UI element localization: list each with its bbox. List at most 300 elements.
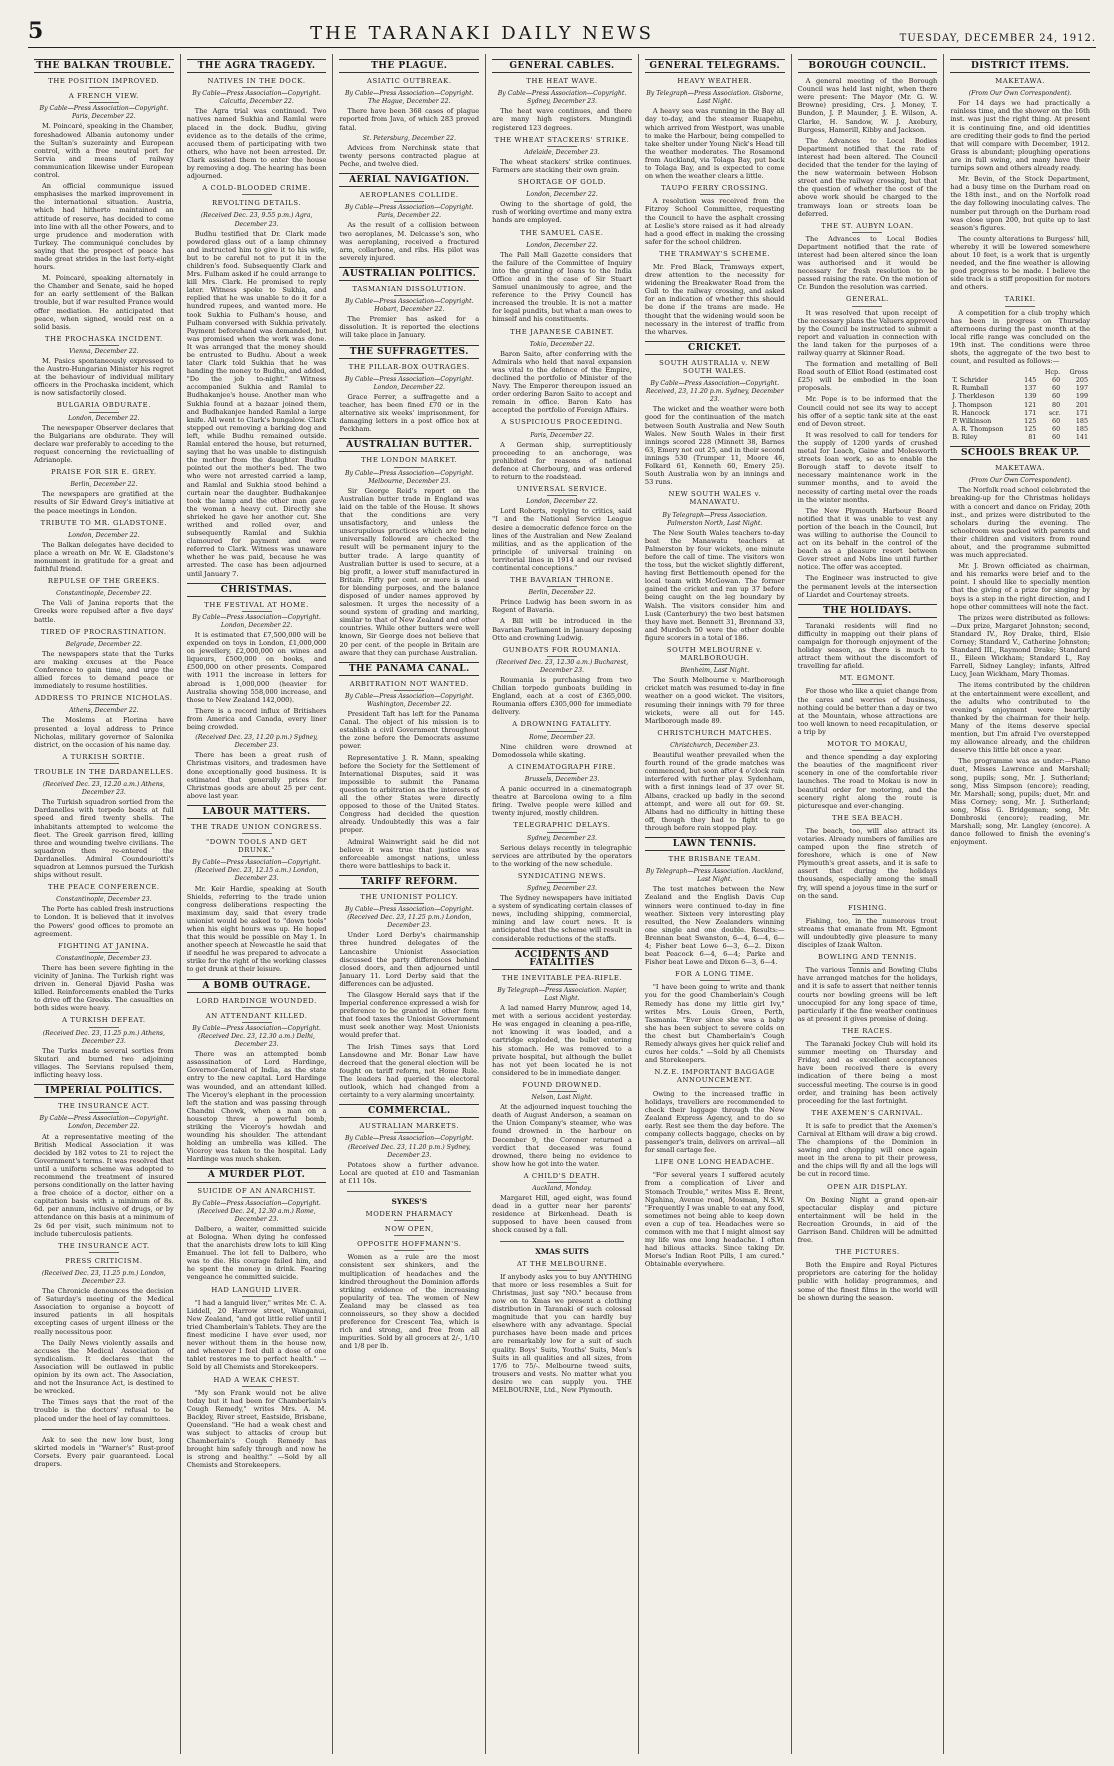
dateline: Tokio, December 22. — [529, 340, 595, 348]
article-paragraph: The newspapers are gratified at the results of Sir Edward Grey's initiative at the peace meetings in London. — [34, 490, 174, 515]
article-paragraph: It is safe to predict that the Axemen's Carnival at Eltham will draw a big crowd. The champions of the Dominion in sawing and chopping will once again meet in the arena to pit their prowess, and the chips will fly and all the logs will be cut in record time. — [797, 1121, 938, 1179]
table-cell: 197 — [1075, 384, 1089, 393]
article-paragraph: Lord Roberts, replying to critics, said "I and the National Service League desire a democratic defence force on the lines of the Australian and New Zealand militias, and as the application of the principle of universal training on territorial lines in 1914 and our revised continental conceptions." — [492, 507, 632, 572]
dateline: By Cable—Press Association—Copyright. (Received Dec. 23, 11.20 p.m.) Sydney, December 23. — [344, 1135, 474, 1159]
sub-heading: HAD LANGUID LIVER. — [187, 1286, 327, 1297]
sub-heading: TROUBLE IN THE DARDANELLES. — [34, 768, 174, 779]
article-paragraph: "For several years I suffered acutely from a complication of Liver and Stomach Trouble," writes Miss E. Brent, Ngahina, Avenue road, Mosman, N.S.W. "Frequently I was unable to eat any food, sometimes not being able to keep down even a cup of tea. Headaches were so common with me that I might almost say my life was one long headache. I often had bilious attacks. Since taking Dr. Morse's Indian Root Pills, I am cured." Obtainable everywhere. — [644, 1171, 785, 1269]
table-cell: 60 — [1052, 384, 1061, 393]
article-paragraph: The programme was as under:—Piano duet, Misses Lawrence and Marshall; song, pupils; song, Mr. J. Sutherland; song, Miss Simpson (encore); reading, Mr. Marshall; song, pupils; duet, Mr. and Miss Corney; song, Mr. J. Sutherland; song, Miss G. Bridgeman; song, Mr. Dombroski (encore); reading, Mr. Marshall; song, Mr. Langley (encore). A dance followed to finish the evening's enjoyment. — [950, 757, 1091, 847]
dateline: By Telegraph—Press Association. Auckland, Last Night. — [645, 868, 784, 884]
dateline: St. Petersburg, December 22. — [362, 134, 456, 142]
sub-heading: THE INSURANCE ACT. — [34, 1102, 174, 1113]
article-paragraph: The Advances to Local Bodies Department notified that the rate of interest had been altered since the loan was authorised and it would be necessary for fresh resolution to be passed raising the rate. On the motion of Cr. Bundon the resolution was carried. — [797, 234, 938, 292]
sub-heading: MT. EGMONT. — [798, 674, 938, 685]
article-paragraph: A German ship, surreptitiously proceeding to an anchorage, was prohibited for reasons of national defence at Cherbourg, and was ordered to return to the roadstead. — [492, 440, 632, 482]
article-paragraph: The Norfolk road school celebrated the breaking-up for the Christmas holidays with a concert and dance on Friday, 20th inst., and prizes were distributed to the scholars during the evening. The schoolroom was packed with parents and their children and visitors from round about, and the programme submitted was much appreciated. — [950, 486, 1091, 560]
sub-heading: THE SAMUEL CASE. — [492, 229, 632, 240]
article-paragraph: The test matches between the New Zealand and the English Davis Cup winners were continued to-day in fine weather. Sixteen very interesting play resulted, the New Zealanders winning one single and one double. Results:—Brennan beat Swanston, 6—4, 6—4, 6—4; Fisher beat Lowe 6—3, 6—2. Dixon beat Peacock 6—4, 6—4; Parke and Fisher beat Lowe and Dixon 6—3, 6—4. — [644, 885, 785, 967]
sub-heading: BOWLING AND TENNIS. — [798, 953, 938, 964]
article-paragraph: The newspaper Observer declares that the Bulgarians are obdurate. They will declare war preferably to acceding to the request concerning the revictualling of Adrianople. — [34, 423, 174, 465]
dateline: (From Our Own Correspondent). — [968, 477, 1072, 485]
sub-heading: FOR A LONG TIME. — [645, 970, 785, 981]
column-6 — [792, 54, 945, 1754]
sub-heading: THE INEVITABLE PEA-RIFLE. — [492, 974, 632, 985]
sub-heading: A DROWNING FATALITY. — [492, 720, 632, 731]
article-paragraph: Margaret Hill, aged eight, was found dead in a gutter near her parents' residence at Birkenhead. Death is supposed to have been caused from shock caused by a fall. — [492, 1194, 632, 1235]
results-table — [950, 368, 1090, 441]
sub-heading: AN ATTENDANT KILLED. — [187, 1012, 327, 1023]
sub-heading: "DOWN TOOLS AND GET DRUNK." — [187, 838, 327, 857]
article-paragraph: A heavy sea was running in the Bay all day to-day, and the steamer Ruapehu, which arrived from Westport, was unable to make the Harbour, being compelled to take shelter under Young Nick's Head till the weather moderates. The Rosamond from Auckland, via Tolaga Bay, put back to Tolaga Bay, and is expected to come on when the weather clears a little. — [644, 107, 785, 181]
article-paragraph: The South Melbourne v. Marlborough cricket match was resumed to-day in fine weather on a good wicket. The visitors, resuming their innings with 79 for three wickets, were all out for 145. Marlborough made 89. — [644, 676, 785, 725]
article-paragraph: The Times says that the root of the trouble is the doctors' refusal to be placed under the heel of lay committees. — [34, 1398, 174, 1423]
article-paragraph: Potatoes show a further advance. Local are quoted at £10 and Tasmanian at £11 10s. — [339, 1160, 480, 1185]
dateline: Brussels, December 23. — [524, 775, 600, 783]
sub-heading: FIGHTING AT JANINA. — [34, 942, 174, 953]
article-paragraph: At a representative meeting of the British Medical Association it was decided by 182 votes to 21 to reject the Government's terms. It was resolved that until a uniform scheme was adopted to recommend the treatment of insured persons conditionally on the latter having a free choice of a doctor, either on a capitation basis with a minimum of 8s. 6d. per annum, inclusive of drugs, or by attendance on this basis at a minimum of 2s 6d per visit, such minimum not to include tuberculosis patients. — [34, 1132, 174, 1238]
dateline: Belgrade, December 22. — [65, 640, 143, 648]
table-header-row — [950, 368, 1090, 376]
column-rule — [500, 1241, 624, 1242]
dateline: Constantinople, December 22. — [56, 590, 152, 598]
dateline: Christchurch, December 23. — [670, 741, 760, 749]
article-paragraph: The New Plymouth Harbour Board notified that it was unable to vest any portion of the beach in the Council, but was willing to authorise the Council to act on its behalf in the control of the beach as a pleasure resort between Gover street and Nobs line until further notice. The offer was accepted. — [797, 506, 938, 572]
table-cell: 125 — [1024, 424, 1037, 433]
dateline: Paris, December 22. — [530, 431, 594, 439]
table-row — [950, 433, 1090, 441]
article-paragraph: It was resolved to call for tenders for the supply of 1200 yards of crushed metal for Leach, Gaine and Molesworth streets loan work, so as to enable the Borough staff to devote itself to necessary maintenance work in the summer months, and to avoid the necessity of carting metal over the roads in the winter months. — [797, 430, 938, 504]
sub-heading: A TURKISH DEFEAT. — [34, 1016, 174, 1027]
table-cell: 121 — [1024, 400, 1037, 409]
sub-heading: AUSTRALIAN MARKETS. — [339, 1122, 479, 1133]
article-paragraph: There is a record influx of Britishers from America and Canada, every liner being crowded. — [186, 706, 327, 732]
article-paragraph: A general meeting of the Borough Council was held last night, when there were present: The Mayor (Mr. G. W. Browne) presiding, Crs. J. Money, T. Bundon, J. P. Maunder, J. E. Wilson, A. Clarke, H. Sandow, W. J. Axebury, Burgess, Hamerill, Kibby and Jackson. — [797, 77, 938, 134]
article-paragraph: Taranaki residents will find no difficulty in mapping out their plans of campaign for thorough enjoyment of the holiday season, as there is much to attract them without the discomfort of travelling far afield. — [797, 621, 938, 671]
article-paragraph: Beautiful weather prevailed when the fourth round of the grade matches was commenced, but soon after 4 o'clock rain interfered with further play. Sydenham, with a first innings lead of 37 over St. Albans, cracked up badly in the second attempt, and were all out for 69. St. Albans had no difficulty in hitting these off, though they had to fight to go through before rain stopped play. — [644, 751, 785, 832]
section-heading: GENERAL CABLES. — [492, 59, 632, 73]
dateline: London, December 22. — [68, 531, 140, 539]
sub-heading: THE INSURANCE ACT. — [34, 1242, 174, 1253]
table-row — [950, 409, 1090, 417]
article-paragraph: On Boxing Night a grand open-air spectacular display and picture entertainment will be held in the Recreation Grounds, in aid of the Garrison Band. Children will be admitted free. — [797, 1195, 938, 1245]
section-heading: A MURDER PLOT. — [187, 1168, 327, 1182]
sub-heading: CHRISTCHURCH MATCHES. — [645, 729, 785, 740]
dateline: London, December 22. — [68, 414, 140, 422]
section-heading: THE PLAGUE. — [339, 59, 479, 73]
article-paragraph: Under Lord Derby's chairmanship three hundred delegates of the Lancashire Unionist Association discussed the party differences behind closed doors, and then adjourned until January 11. Lord Derby said that the differences can be adjusted. — [339, 931, 480, 988]
dateline: By Telegraph—Press Association. Gisborne, Last Night. — [646, 90, 784, 106]
table-cell: 199 — [1075, 392, 1089, 401]
sub-heading: THE JAPANESE CABINET. — [492, 328, 632, 339]
table-header-cell — [1018, 368, 1038, 376]
sub-heading: A CINEMATOGRAPH FIRE. — [492, 763, 632, 774]
article-paragraph: The Vali of Janina reports that the Greeks were repulsed after a five days' battle. — [34, 599, 174, 624]
dateline: By Cable—Press Association—Copyright. Calcutta, December 22. — [192, 90, 321, 106]
advert-heading: SYKES'S — [391, 1196, 428, 1206]
sub-heading: LORD HARDINGE WOUNDED. — [187, 997, 327, 1008]
article-paragraph: The Taranaki Jockey Club will hold its summer meeting on Thursday and Friday, and as excellent acceptances have been received there is every indication of there being a most successful meeting. The course is in good order, and training has been actively proceeding for the last fortnight. — [797, 1040, 938, 1105]
article-paragraph: It was resolved that upon receipt of the necessary plans the Valuers approved by the Council be instructed to submit a report and valuation in connection with the land taken for the purposes of a railway quarry at Skinner Road. — [797, 308, 938, 357]
article-paragraph: For 14 days we had practically a rainless time, and the shower on the 16th inst. was just the right thing. At present it is continuing fine, and old identities are crediting their gods to find the period that will compare with December, 1912. Grass is abundant; ploughing operations are in full swing, and many have their turnips sown and others already ready. — [950, 99, 1091, 173]
section-heading: THE AGRA TRAGEDY. — [187, 59, 327, 73]
sub-heading: A TURKISH SORTIE. — [34, 753, 174, 764]
table-cell: 137 — [1024, 384, 1037, 393]
article-paragraph: The Turks made several sorties from Skutari and burned two adjoining villages. The Servians repulsed them, inflicting heavy loss. — [34, 1046, 174, 1080]
dateline: London, December 22. — [526, 191, 598, 199]
section-heading: DISTRICT ITEMS. — [950, 59, 1090, 73]
dateline: By Cable—Press Association—Copyright. (Received Dec. 23, 11.25 p.m.) London, December 23. — [344, 906, 474, 930]
sub-heading: NEW SOUTH WALES v. MANAWATU. — [645, 490, 785, 509]
section-heading: LAWN TENNIS. — [645, 837, 785, 851]
sub-heading: REVOLTING DETAILS. — [187, 199, 327, 210]
article-paragraph: Mr. Pope is to be informed that the Council could not see its way to accept his offer of a septic tank site at the east end of Devon street. — [797, 395, 938, 428]
article-paragraph: The various Tennis and Bowling Clubs have arranged matches for the holidays, and it is safe to assert that neither tennis courts nor bowling greens will be left unoccupied for any long space of time, particularly if the fine weather continues as at present it gives promise of doing. — [797, 966, 938, 1023]
dateline: By Telegraph—Press Association. Napier, Last Night. — [497, 986, 627, 1002]
article-paragraph: It is estimated that £7,500,000 will be expended on toys in London, £1,000,000 on jewellery, £2,000,000 on wines and liqueurs, £500,000 on books, and £500,000 on other presents. Compared with 1911 the increase in letters for abroad is 1,000,000 (heavier for Australia showing 558,000 increase, and those to New Zealand 142,000). — [186, 631, 327, 704]
table-header-cell — [950, 368, 1018, 376]
sub-heading: NOW OPEN, — [339, 1225, 479, 1236]
dateline: (Received Dec. 23, 12.30 a.m.) Bucharest, December 23. — [495, 658, 629, 674]
table-cell: 60 — [1052, 416, 1061, 425]
section-heading: AUSTRALIAN POLITICS. — [339, 267, 479, 281]
article-paragraph: A competition for a club trophy which has been in progress on Thursday afternoons during the past month at the local rifle range was concluded on the 19th inst. The conditions were three shots, the aggregate of the two best to count, and resulted as follows:— — [950, 308, 1091, 366]
dateline: (Received Dec. 23, 9.55 p.m.) Agra, December 23. — [200, 212, 313, 228]
table-row — [950, 384, 1090, 392]
article-paragraph: The Sydney newspapers have initiated a system of syndicating certain classes of news, including shipping, commercial, mining and law court news. It is anticipated that the scheme will result in considerable reductions of the staffs. — [492, 894, 632, 943]
dateline: Berlin, December 22. — [528, 589, 596, 597]
sub-heading: A CHILD'S DEATH. — [492, 1172, 632, 1183]
dateline: (Received Dec. 23, 11.25 p.m.) London, December 23. — [41, 1269, 166, 1285]
table-row — [950, 392, 1090, 400]
table-cell: 60 — [1052, 424, 1061, 433]
column-rule — [42, 1429, 166, 1430]
dateline: Berlin, December 22. — [70, 481, 138, 489]
sub-heading: A FRENCH VIEW. — [34, 92, 174, 103]
article-paragraph: An official communique issued emphasises the marked improvement in the international situation. Austria, which had hitherto maintained an attitude of reserve, has decided to come into line with all the other Powers, and to urge prudence and moderation with Turkey. The communiqué concludes by saying that the prospect of peace has made great strides in the last forty-eight hours. — [34, 182, 174, 272]
sub-heading: THE POSITION IMPROVED. — [34, 77, 174, 88]
sub-heading: THE WHEAT STACKERS' STRIKE. — [492, 136, 632, 147]
article-paragraph: Owing to the increased traffic in holidays, travellers are recommended to check their luggage through the New Zealand Express Agency, and to do so early. Rest see them the day before. The company collects baggage, checks on by passenger's train, delivers on arrival—all for small cartage fee. — [644, 1089, 785, 1155]
column-1 — [28, 54, 181, 1754]
sub-heading: THE BAVARIAN THRONE. — [492, 576, 632, 587]
table-cell: 60 — [1052, 432, 1061, 441]
table-cell: J. Thompson — [952, 400, 993, 409]
sub-heading: SOUTH MELBOURNE v. MARLBOROUGH. — [645, 646, 785, 665]
table-cell: 171 — [1075, 408, 1089, 417]
article-paragraph: Women as a rule are the most consistent sex shinkers, and the multiplication of headaches and the kindred throughout the Dominion affords striking evidence of the increasing popularity of tea. The women of New Zealand may be classed as tea connoisseurs, so they show a decided preference for Crescent Tea, which is rich and strong, and free from all impurities. Sold by all grocers at 2/-, 1/10 and 1/8 per lb. — [339, 1253, 480, 1351]
sub-heading: HEAVY WEATHER. — [645, 77, 785, 88]
sub-heading: THE UNIONIST POLICY. — [339, 893, 479, 904]
table-cell: 60 — [1052, 376, 1061, 385]
article-paragraph: The items contributed by the children at the entertainment were excellent, and the adults who contributed to the evening's enjoyment were heartily thanked by the chairman for their help. Many of the items deserve special mention, but I'm afraid I've overstepped my allowance already, and the children deserve this little bit once a year. — [950, 681, 1091, 755]
article-paragraph: Sir George Reid's report on the Australian butter trade in England was laid on the table of the House. It shows that the conditions are very unsatisfactory, and unless the unscrupulous practices which are being universally followed are checked the result will be permanent injury to the butter trade. A large quantity of Australian butter is used to secure, at a big profit, a lower stuff manufactured in Britain. Fifty per cent. or more is used for blending purposes, and the balance disposed of under names approved by salesmen. It urges the necessity of a sound system of grading and marking, similar to that of New Zealand and other countries. While other butters were well known, Sir George does not believe that 20 per cent. of the people in Britain are aware that they can purchase Australian. — [339, 486, 480, 657]
article-paragraph: The Agra trial was continued. Two natives named Sukhia and Ramlal were placed in the dock. Budhu, giving evidence as to the details of the crime, accused them of participating with two others, who have not been arrested. Dr. Clark assisted them to enter the house by removing a dog. The hearing has been adjourned. — [186, 107, 327, 181]
dateline: Athens, December 22. — [69, 707, 139, 715]
article-paragraph: Dalbero, a waiter, committed suicide at Bologna. When dying he confessed that the anarchists drew lots to kill King Emanuel. The lot fell to Dalbero, who was to die. His courage failed him, and he spent the money in drink. Fearing vengeance he committed suicide. — [186, 1224, 327, 1282]
article-paragraph: The Porte has cabled fresh instructions to London. It is believed that it involves the Powers' good offices to promote an agreement. — [34, 905, 174, 938]
article-paragraph: The heat wave continues, and there are many high registers. Mungindi registered 123 degrees. — [492, 107, 632, 132]
sub-heading: THE PICTURES. — [798, 1248, 938, 1259]
article-paragraph: There have been 368 cases of plague reported from Java, of which 283 proved fatal. — [339, 107, 480, 132]
article-paragraph: The newspapers state that the Turks are making excuses at the Peace Conference to gain time, and urge the allied forces to demand peace or immediately to resume hostilities. — [34, 649, 174, 691]
article-paragraph: The prizes were distributed as follows:—Dux prize, Margaret Johnston; second, Standard IV., Roy Drake, third, Elsie Corney; Standard V., Catherine Johnston; Standard III., Raymond Drake; Standard II., Eileen Wickham; Standard I., Ray Farrell, Sidney Langley; infants, Alfred Lucy, Jean Wickham, Mary Thomas. — [950, 613, 1091, 679]
sub-heading: THE SEA BEACH. — [798, 814, 938, 825]
sub-heading: ARBITRATION NOT WANTED. — [339, 680, 479, 691]
table-row — [950, 376, 1090, 384]
dateline: By Cable—Press Association—Copyright. Paris, December 22. — [39, 105, 169, 121]
section-heading: THE SUFFRAGETTES. — [339, 345, 479, 359]
section-heading: CRICKET. — [645, 341, 785, 355]
dateline: (Received Dec. 23, 11.25 p.m.) Athens, December 23. — [42, 1029, 165, 1045]
sub-heading: N.Z.E. IMPORTANT BAGGAGE ANNOUNCEMENT. — [645, 1068, 785, 1087]
article-paragraph: As the result of a collision between two aeroplanes, M. Delcasse's son, who was aeroplaning, received a fractured arm, collarbone, and ribs. His pilot was severely injured. — [339, 221, 480, 262]
sub-heading: MOTOR TO MOKAU, — [798, 740, 938, 751]
article-paragraph: The Glasgow Herald says that if the Imperial conference expressed a wish for preference to be granted in other form that food taxes the Unionist Government must seek another way. Most Unionists would prefer that. — [339, 991, 480, 1040]
article-paragraph: Fishing, too, in the numerous trout streams that emanate from Mt. Egmont will undoubtedly give pleasure to many disciples of Izaak Walton. — [797, 916, 938, 950]
article-paragraph: The Daily News violently assails and accuses the Medical Association of syndicalism. It declares that the Association will be outlawed in public opinion by its own act. The Association, and not the Insurance Act, is destined to be wrecked. — [34, 1338, 174, 1396]
dateline: By Cable—Press Association—Copyright. Hobart, December 22. — [344, 298, 474, 314]
column-3 — [333, 54, 486, 1754]
dateline: By Cable—Press Association—Copyright. Sydney, December 23. — [497, 90, 627, 106]
article-paragraph: There has been a great rush of Christmas visitors, and tradesmen have done exceptionally good business. It is estimated that generally prices for Christmas goods are about 25 per cent. above last year. — [186, 751, 327, 800]
article-paragraph: "I have been going to write and thank you for the good Chamberlain's Cough Remedy has done my little girl Ivy," writes Mrs. Louis Green, Perth, Tasmania. "Ever since she was a baby she has been subject to severe colds on the chest but Chamberlain's Cough Remedy always gives her quick relief and cures her colds." —Sold by all Chemists and Storekeepers. — [644, 983, 785, 1065]
sub-heading: BULGARIA OBDURATE. — [34, 401, 174, 412]
sub-heading: MODERN PHARMACY — [339, 1210, 479, 1221]
sub-heading: TASMANIAN DISSOLUTION. — [339, 285, 479, 296]
section-heading: THE BALKAN TROUBLE. — [34, 59, 174, 73]
sub-heading: THE TRAMWAY'S SCHEME. — [645, 250, 785, 261]
sub-heading: HAD A WEAK CHEST. — [187, 1376, 327, 1387]
dateline: Auckland, Monday. — [532, 1184, 592, 1192]
table-cell: 205 — [1075, 376, 1089, 385]
sub-heading: THE FESTIVAL AT HOME. — [187, 601, 327, 612]
sub-heading: OPPOSITE HOFFMANN'S. — [339, 1240, 479, 1251]
table-cell: 139 — [1024, 392, 1037, 401]
dateline: By Cable—Press Association—Copyright. (Received Dec. 24, 12.30 a.m.) Rome, December 23. — [192, 1199, 321, 1223]
article-paragraph: The Balkan delegates have decided to place a wreath on Mr. W. E. Gladstone's monument in gratitude for a great and faithful friend. — [34, 540, 174, 574]
sub-heading: A SUSPICIOUS PROCEEDING. — [492, 418, 632, 429]
dateline: Rome, December 23. — [529, 733, 595, 741]
article-paragraph: At the adjourned inquest touching the death of August Anderson, a seaman on the Union Company's steamer, who was found drowned in the harbour on December 9, the Coroner returned a verdict that deceased was found drowned, there being no evidence to show how he got into the water. — [492, 1103, 632, 1168]
sub-heading: TARIKI. — [950, 295, 1090, 306]
table-cell: 81 — [1028, 432, 1037, 441]
dateline: Sydney, December 23. — [527, 834, 597, 842]
column-rule — [347, 1191, 471, 1192]
sub-heading: NATIVES IN THE DOCK. — [187, 77, 327, 88]
dateline: (Received Dec. 23, 12.20 a.m.) Athens, December 23. — [42, 781, 165, 797]
sub-heading: PRAISE FOR SIR E. GREY. — [34, 468, 174, 479]
sub-heading: FOUND DROWNED. — [492, 1081, 632, 1092]
article-paragraph: The Chronicle denounces the decision of Saturday's meeting of the Medical Association to organise a boycott of insured patients in all hospitals excepting cases of urgent illness or the really necessitous poor. — [34, 1287, 174, 1336]
table-row — [950, 417, 1090, 425]
table-cell: 201 — [1075, 400, 1089, 409]
table-cell: 60 — [1052, 392, 1061, 401]
article-paragraph: The Advances to Local Bodies Department notified that the rate of interest had been altered. The Council decided that the tender for the laying of the new watermain between Hobson street and the railway crossing, but that the question of whether the cost of the above work should be charged to the tramways loan or streets loan be deferred. — [797, 136, 938, 218]
dateline: By Cable—Press Association—Copyright. London, December 22. — [344, 375, 474, 391]
article-paragraph: The Irish Times says that Lord Lansdowne and Mr. Bonar Law have decreed that the general election will be fought on tariff reform, not Home Rule. The leaders had queried the electoral outlook, which had changed from a certainty to a very alarming uncertainty. — [339, 1042, 480, 1100]
table-cell: J. Therkleson — [952, 392, 995, 401]
dateline: By Cable—Press Association—Copyright. Received, 23, 11.20 p.m. Sydney, December 23. — [645, 380, 784, 404]
sub-heading: TELEGRAPHIC DELAYS. — [492, 821, 632, 832]
dateline: By Cable—Press Association—Copyright. London, December 22. — [39, 1115, 169, 1131]
article-paragraph: Ask to see the new low bust, long skirted models in "Warner's" Rust-proof Corsets. Every pair guaranteed. Local drapers. — [34, 1435, 174, 1468]
table-row — [950, 401, 1090, 409]
sub-heading: THE LONDON MARKET. — [339, 456, 479, 467]
sub-heading: SOUTH AUSTRALIA v. NEW SOUTH WALES. — [645, 359, 785, 378]
dateline: By Cable—Press Association—Copyright. Paris, December 22. — [344, 204, 474, 220]
dateline: Vienna, December 22. — [69, 347, 139, 355]
section-heading: AERIAL NAVIGATION. — [339, 173, 479, 187]
sub-heading: THE PROCHASKA INCIDENT. — [34, 335, 174, 346]
sub-heading: LIFE ONE LONG HEADACHE. — [645, 1158, 785, 1169]
sub-heading: THE BRISBANE TEAM. — [645, 855, 785, 866]
table-row — [950, 425, 1090, 433]
table-cell: 80 — [1052, 400, 1061, 409]
article-paragraph: The New South Wales teachers to-day beat the Manawatu teachers at Palmerston by four wickets, one minute before the call of time. The visitors won the toss, but the wicket slightly different, having first Bettlemouth opened for the local team with McGowan. The former gained the cricket and ran up 37 before being caught on the leg boundary by Walsh. The visitors consider him and Lusk (Canterbury) the two best batsmen they have met. Bennett 31, Brennand 33, and Murdoch 50 were the other double figure scorers in a total of 186. — [644, 528, 785, 642]
dateline: By Telegraph—Press Association. Palmerston North, Last Night. — [662, 511, 768, 527]
sub-heading: TIRED OF PROCRASTINATION. — [34, 628, 174, 639]
issue-date: TUESDAY, DECEMBER 24, 1912. — [899, 33, 1096, 44]
sub-heading: GUNBOATS FOR ROUMANIA. — [492, 646, 632, 657]
article-paragraph: Mr. Keir Hardie, speaking at South Shields, referring to the trade union congress deliberations respecting the maximum day, said that every trade unionist would be asked to "down tools" when his eight hours was up. He hoped that this would be possible on May 1. In another speech at Newcastle he said that if needful he was prepared to advocate a strike for the right of the working classes to get drunk at their leisure. — [186, 884, 327, 974]
article-paragraph: Roumania is purchasing from two Chilian torpedo gunboats building in England, each at a cost of £365,000. Roumania offers £305,000 for immediate delivery. — [492, 676, 632, 717]
sub-heading: PRESS CRITICISM. — [34, 1257, 174, 1268]
dateline: By Cable—Press Association—Copyright. Washington, December 22. — [344, 692, 474, 708]
table-cell: R. Hancock — [952, 408, 990, 417]
article-paragraph: A lad named Harry Munrow, aged 14, met with a serious accident yesterday. He was engaged in cleaning a pea-rifle, not knowing it was loaded, and a cartridge exploded, the bullet entering his stomach. He was removed to a private hospital, but although the bullet has not yet been located he is not considered to be in immediate danger. — [492, 1004, 632, 1077]
newspaper-title: THE TARANAKI DAILY NEWS — [310, 23, 654, 44]
article-paragraph: M. Pasics spontaneously expressed to the Austro-Hungarian Minister his regret at the behaviour of individual military officers in the Prochaska incident, which is now satisfactorily closed. — [34, 357, 174, 398]
section-heading: LABOUR MATTERS. — [187, 805, 327, 819]
sub-heading: AT THE MELBOURNE. — [492, 1260, 632, 1271]
section-heading: THE PANAMA CANAL. — [339, 662, 479, 676]
sub-heading: MAKETAWA. — [950, 464, 1090, 475]
article-paragraph: The wheat stackers' strike continues. Farmers are stacking their own grain. — [492, 157, 632, 174]
sub-heading: ADDRESS TO PRINCE NICHOLAS. — [34, 694, 174, 705]
sub-heading: SYNDICATING NEWS. — [492, 872, 632, 883]
column-7 — [944, 54, 1096, 1754]
dateline: (From Our Own Correspondent). — [968, 90, 1072, 98]
sub-heading: THE RACES. — [798, 1027, 938, 1038]
article-paragraph: Grace Ferrer, a suffragette and a teacher, has been fined £70 or in the alternative six weeks' imprisonment, for damaging letters in a post office box at Peckham. — [339, 392, 480, 434]
article-paragraph: There has been severe fighting in the vicinity of Janina. The Turkish right was driven in. General Djavid Pasha was killed. Reinforcements enabled the Turks to drive off the Greeks. The casualties on both sides were heavy. — [34, 963, 174, 1013]
article-paragraph: The Premier has asked for a dissolution. It is reported the elections will take place in January. — [339, 315, 480, 340]
table-cell: scr. — [1048, 408, 1061, 417]
section-heading: ACCIDENTS AND FATALITIES — [492, 948, 632, 970]
sub-heading: SUICIDE OF AN ANARCHIST. — [187, 1187, 327, 1198]
article-paragraph: "My son Frank would not be alive today but it had been for Chamberlain's Cough Remedy," writes Mrs. A. M. Backley, River street, Eastside, Brisbane, Queensland. "He had a weak chest and was subject to attacks of croup but Chamberlain's Cough Remedy has brought him safely through and now he is strong and healthy." —Sold by all Chemists and Storekeepers. — [186, 1388, 327, 1470]
table-cell: 185 — [1075, 424, 1089, 433]
article-paragraph: The Pall Mall Gazette considers that the failure of the Committee of Inquiry into the granting of loans to the India Office and in the case of Sir Stuart Samuel unanimously to agree, and the reference to the Privy Council has increased the trouble. It is not a matter for legal pundits, but what a man owes to himself and his constituents. — [492, 250, 632, 324]
article-paragraph: For those who like a quiet change from the cares and worries of business, nothing could be better than a day or two at the Mountain, whose attractions are too well known to need recapitulation, or a trip by — [797, 687, 938, 736]
sub-heading: GENERAL. — [798, 295, 938, 306]
article-paragraph: Nine children were drowned at Domodossola while skating. — [492, 742, 632, 759]
sub-heading: AEROPLANES COLLIDE. — [339, 191, 479, 202]
article-paragraph: Prince Ludwig has been sworn in as Regent of Bavaria. — [492, 598, 632, 615]
article-paragraph: The Moslems at Florina have presented a loyal address to Prince Nicholas, military governor of Salonika district, on the occasion of his name day. — [34, 716, 174, 749]
dateline: Constantinople, December 23. — [56, 954, 152, 962]
table-cell: 171 — [1024, 408, 1037, 417]
sub-heading: OPEN AIR DISPLAY. — [798, 1183, 938, 1194]
section-heading: IMPERIAL POLITICS. — [34, 1084, 174, 1098]
sub-heading: THE PEACE CONFERENCE. — [34, 883, 174, 894]
dateline: By Cable—Press Association—Copyright. (Received Dec. 23, 12.30 a.m.) Delhi, December 23. — [192, 1024, 321, 1049]
table-cell: A. R. Thompson — [952, 424, 1004, 433]
dateline: Blenheim, Last Night. — [680, 667, 750, 675]
column-5 — [639, 54, 792, 1754]
dateline: (Received Dec. 23, 11.20 p.m.) Sydney, December 23. — [195, 734, 318, 750]
sub-heading: THE TRADE UNION CONGRESS. — [187, 823, 327, 834]
table-header-cell: Gross — [1069, 368, 1089, 377]
dateline: By Cable—Press Association—Copyright. (Received Dec. 23, 12.15 a.m.) London, December 23. — [192, 859, 321, 883]
column-4 — [486, 54, 639, 1754]
dateline: London, December 22. — [526, 241, 598, 249]
article-paragraph: A resolution was received from the Fitzroy School Committee, requesting the Council to have the asphalt crossing at Leslie's store raised as it had already had a good effect in making the crossing safer for the school children. — [644, 197, 785, 246]
article-paragraph: Representative J. R. Mann, speaking before the Society for the Settlement of International Disputes, said it was impossible to submit the Panama question to arbitration as the interests of all the other States were directly opposed to those of the United States. Congress had decided the question already. Undoubtedly this was a fair proper. — [339, 753, 480, 835]
article-paragraph: The Engineer was instructed to give the permanent levels at the intersection of Liardet and Courtenay streets. — [797, 574, 938, 599]
sub-heading: THE AXEMEN'S CARNIVAL. — [798, 1109, 938, 1120]
article-paragraph: A Bill will be introduced in the Bavarian Parliament in January deposing Otto and crowning Ludwig. — [492, 617, 632, 642]
sub-heading: MAKETAWA. — [950, 77, 1090, 88]
table-header-cell: Hcp. — [1044, 368, 1061, 377]
table-cell: 125 — [1024, 416, 1037, 425]
table-cell: 185 — [1075, 416, 1089, 425]
article-paragraph: The Turkish squadron sortied from the Dardanelles with torpedo boats at full speed and fired twenty shells. The inhabitants attempted to welcome the fleet. The Greek garrison fired, killing three and wounding twelve civilians. The squadron then re-entered the Dardanelles. Admiral Coundouriotti's squadron at Lemnos pursued the Turkish ships without result. — [34, 798, 174, 880]
sub-heading: THE ST. AUBYN LOAN. — [798, 222, 938, 233]
masthead — [28, 10, 1096, 48]
sub-heading: UNIVERSAL SERVICE. — [492, 485, 632, 496]
article-paragraph: Admiral Wainwright said he did not believe it was true that justice was enforceable amongst nations, unless there were battleships to back it. — [339, 837, 480, 870]
article-paragraph: and thence spending a day exploring the beauties of the magnificent river scenery in one of the comfortable river launches. The road to Mokau is now in beautiful order for motoring, and the scenery right along the route is picturesque and ever-changing. — [797, 753, 938, 810]
section-heading: SCHOOLS BREAK UP. — [950, 446, 1090, 460]
section-heading: AUSTRALIAN BUTTER. — [339, 438, 479, 452]
table-cell: R. Rumball — [952, 384, 989, 393]
table-cell: 145 — [1024, 376, 1037, 385]
dateline: By Cable—Press Association—Copyright. The Hague, December 22. — [344, 90, 474, 106]
section-heading: CHRISTMAS. — [187, 583, 327, 597]
column-2 — [181, 54, 334, 1754]
section-heading: BOROUGH COUNCIL. — [798, 59, 938, 73]
sub-heading: ASIATIC OUTBREAK. — [339, 77, 479, 88]
article-paragraph: The wicket and the weather were both good for the continuation of the match between South Australia and New South Wales. New South Wales in their first innings scored 228 (Minnett 38, Barnes 63, Emery not out 25, and in their second innings 530 (Trumper 11, Moore 46, Folkard 61, Kenneth 60, Emery 25). South Australia won by an innings and 53 runs. — [644, 405, 785, 487]
section-heading: A BOMB OUTRAGE. — [187, 979, 327, 993]
article-paragraph: The beach, too, will also attract its votaries. Already numbers of families are camped upon the fine stretch of foreshore, which is one of New Plymouth's great assets, and it is safe to assert that during the holidays thousands, especially among the small fry, will spend a joyous time in the surf or on the sand. — [797, 826, 938, 900]
article-paragraph: Baron Saito, after conferring with the Admirals who held that naval expansion was vital to the defence of the Empire, declined the portfolio of Minister of the Navy. The Emperor thereupon issued an order ordering Baron Saito to accept and remain in office. Baron Kato has accepted the portfolio of Foreign Affairs. — [492, 349, 632, 415]
sub-heading: THE PILLAR-BOX OUTRAGES. — [339, 363, 479, 374]
article-paragraph: Mr. J. Brown officiated as chairman, and his remarks were brief and to the point. I should like to specially mention that the giving of a prize for singing by boys is a step in the right direction, and I hope other committees will note the fact. — [950, 562, 1091, 611]
article-paragraph: President Taft has left for the Panama Canal. The object of his mission is to establish a civil Government throughout the zone before the Democrats assume power. — [339, 710, 480, 751]
sub-heading: TAUPO FERRY CROSSING. — [645, 184, 785, 195]
article-paragraph: A panic occurred in a cinematograph theatre at Barcelona owing to a film firing. Twelve people were killed and twenty injured, mostly children. — [492, 785, 632, 818]
article-paragraph: M. Poincaré, speaking in the Chamber, foreshadowed Albania autonomy under the Sultan's suzerainty and European control, with a free neutral port for Servia and means of railway communication likewise under European control. — [34, 122, 174, 180]
table-cell: B. Riley — [952, 432, 978, 441]
sub-heading: FISHING. — [798, 904, 938, 915]
article-paragraph: "I had a languid liver," writes Mr. C. A. Liddell, 20 Harrow street, Wanganui, New Zealand, "and got little relief until I tried Chamberlain's Tablets. They are the finest medicine I have ever used, nor never without them in the house now, and whenever I feel dull a dose of one tablet restores me to perfect health." —Sold by all Chemists and Storekeepers. — [186, 1298, 327, 1372]
dateline: Adelaide, December 23. — [524, 148, 600, 156]
table-cell: 141 — [1075, 432, 1089, 441]
sub-heading: THE HEAT WAVE. — [492, 77, 632, 88]
article-paragraph: There was an attempted bomb assassination of Lord Hardinge, Governor-General of India, as the state entry to the new capital. Lord Hardinge was wounded, and an attendant killed. The Viceroy's elephant in the procession left the station and was passing through Chandni Chowk, when a man on a housetop threw a powerful bomb, striking the Viceroy's howdah and wounding his shoulder. The attendant holding an umbrella was killed. The Viceroy was taken to the hospital. Lady Hardinge was much shaken. — [186, 1050, 327, 1164]
dateline: By Cable—Press Association—Copyright. Melbourne, December 23. — [344, 469, 474, 485]
article-paragraph: M. Poincaré, speaking alternately in the Chamber and Senate, said he hoped for an early settlement of the Balkan trouble, but if war resulted France would offer mediation. He anticipated that peace, when signed, would rest on a solid basis. — [34, 274, 174, 331]
sub-heading: SHORTAGE OF GOLD. — [492, 178, 632, 189]
section-heading: THE HOLIDAYS. — [798, 604, 938, 618]
article-paragraph: Budhu testified that Dr. Clark made powdered glass out of a lamp chimney and instructed him to give it to his wife, but to be careful not to put it in the children's food. Subsequently Clark and Mrs. Fulham asked if he could arrange to kill Mrs. Clark. He promised to reply later. Witness spoke to Sukhia, and replied that he was unable to do it for a hundred rupees, and wanted more. He took Sukhia to Fulham's house, and Fulham conversed with Sukhia privately. Payment beforehand was demanded, but was promised when the work was done. It was arranged that the money should be entrusted to Budhu. About a week later Clark told Sukhia that he was handing the money to Budhu, and added, "Do the job to-night." Witness accompanied Sukhia and Ramlal to Budhakanjee's house. Another man who Sukhia found at a bazaar joined them, and Budhakanjee handed Ramlal a large knife. All went to Clark's bungalow. Clark stepped out removing a barking dog and left, while Budhu remained outside. Ramlal entered the house, but returned, saying that he was unable to distinguish the mother from the daughter. Budhu pointed out the mother's bed. The two who were not arrested carried a lamp, and Ramlal and Sukhia stood behind a curtain near the daughter. Budhakanjee took the lamp and the other man gave the woman a heavy cut. Directly she shrieked he gave her another cut. She writhed and rolled over, and subsequently Ramlal and Sukhia clamoured for payment and were referred to Clark. Witness was unaware whether he was paid, because he was arrested. The case has been adjourned until January 7. — [186, 229, 327, 578]
sub-heading: A COLD-BLOODED CRIME. — [187, 184, 327, 195]
page-number: 5 — [28, 18, 44, 44]
article-paragraph: The county alterations to Burgess' hill, whereby it will be lowered somewhere about 10 feet, is a work that is urgently needed, and the fine weather is allowing good progress to be made. I believe the side track is a stiff proposition for motors and others. — [950, 234, 1091, 292]
